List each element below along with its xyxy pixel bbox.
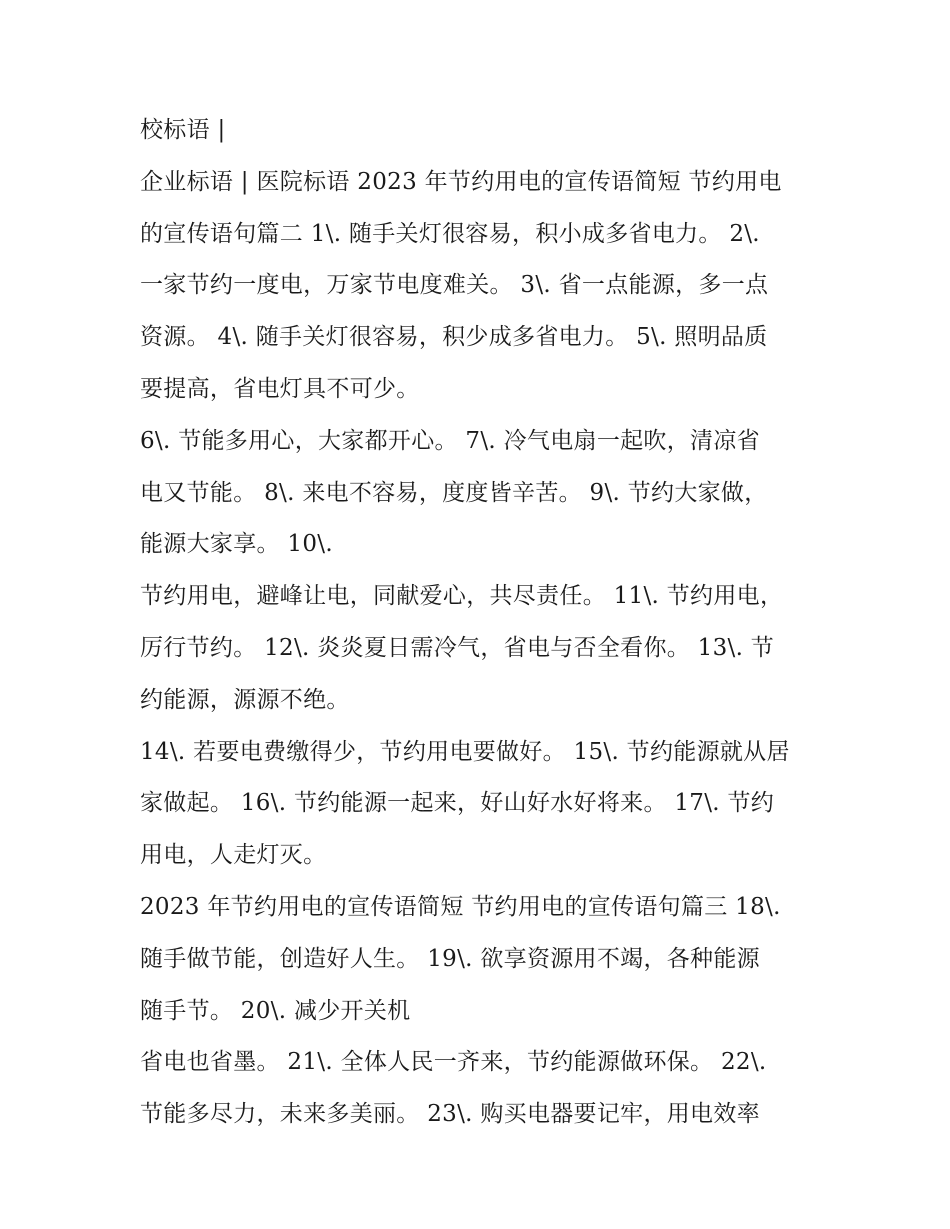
text-line: 14\. 若要电费缴得少，节约用电要做好。 15\. 节约能源就从居 <box>140 738 790 765</box>
text-line: 要提高，省电灯具不可少。 <box>140 375 420 402</box>
text-line: 用电，人走灯灭。 <box>140 842 327 869</box>
text-line: 6\. 节能多用心，大家都开心。 7\. 冷气电扇一起吹，清凉省 <box>140 427 760 454</box>
text-line: 随手节。 20\. 减少开关机 <box>140 997 411 1024</box>
text-line: 省电也省墨。 21\. 全体人民一齐来，节约能源做环保。 22\. <box>140 1049 767 1076</box>
text-line: 的宣传语句篇二 1\. 随手关灯很容易，积小成多省电力。 2\. <box>140 220 760 247</box>
document-body <box>140 105 820 1141</box>
text-line: 能源大家享。 10\. <box>140 531 333 558</box>
text-line: 节约用电，避峰让电，同献爱心，共尽责任。 11\. 节约用电， <box>140 583 784 610</box>
text-line: 企业标语 | 医院标语 2023 年节约用电的宣传语简短 节约用电 <box>140 168 782 195</box>
text-line: 厉行节约。 12\. 炎炎夏日需冷气，省电与否全看你。 13\. 节 <box>140 634 775 661</box>
text-line: 资源。 4\. 随手关灯很容易，积少成多省电力。 5\. 照明品质 <box>140 324 768 351</box>
text-line: 一家节约一度电，万家节电度难关。 3\. 省一点能源，多一点 <box>140 272 769 299</box>
text-line: 家做起。 16\. 节约能源一起来，好山好水好将来。 17\. 节约 <box>140 790 775 817</box>
text-line: 2023 年节约用电的宣传语简短 节约用电的宣传语句篇三 18\. <box>140 893 781 920</box>
text-line: 约能源，源源不绝。 <box>140 686 350 713</box>
text-line: 随手做节能，创造好人生。 19\. 欲享资源用不竭，各种能源 <box>140 945 760 972</box>
text-line: 电又节能。 8\. 来电不容易，度度皆辛苦。 9\. 节约大家做， <box>140 479 768 506</box>
text-line: 节能多尽力，未来多美丽。 23\. 购买电器要记牢，用电效率 <box>140 1101 760 1128</box>
text-line: 校标语 | <box>140 117 226 143</box>
